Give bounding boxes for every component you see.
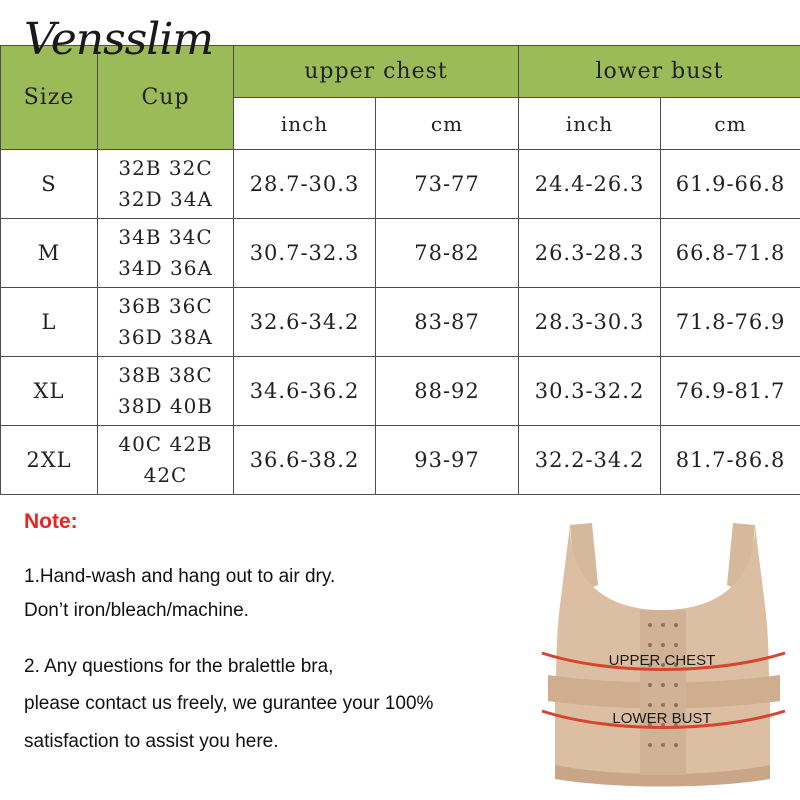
cup-cell [98, 150, 234, 219]
upper-cm-cell: 93-97 [376, 426, 519, 495]
unit-header: cm [661, 98, 800, 150]
lower-inch-cell: 32.2-34.2 [519, 426, 661, 495]
note-line: 1.Hand-wash and hang out to air dry. [24, 566, 336, 587]
upper-cm-cell: 78-82 [376, 219, 519, 288]
size-cell: L [1, 288, 98, 357]
table-row [1, 150, 800, 219]
cup-line: 36D 38A [118, 325, 213, 349]
lower-bust-header: lower bust [519, 46, 800, 98]
unit-header: cm [376, 98, 519, 150]
cup-cell [98, 426, 234, 495]
cup-cell [98, 357, 234, 426]
lower-cm-cell: 61.9-66.8 [661, 150, 800, 219]
size-header: Size [1, 46, 98, 150]
lower-inch-cell: 28.3-30.3 [519, 288, 661, 357]
upper-inch-cell: 32.6-34.2 [234, 288, 376, 357]
note-line: please contact us freely, we gurantee your 100% [24, 693, 434, 714]
cup-line: 38D 40B [118, 394, 213, 418]
cup-line: 34D 36A [118, 256, 213, 280]
size-cell: S [1, 150, 98, 219]
cup-line: 34B 34C [118, 225, 213, 249]
cup-line: 32D 34A [118, 187, 213, 211]
table-row [1, 357, 800, 426]
upper-cm-cell: 73-77 [376, 150, 519, 219]
lower-inch-cell: 26.3-28.3 [519, 219, 661, 288]
upper-chest-header: upper chest [234, 46, 519, 98]
note-line: satisfaction to assist you here. [24, 731, 279, 752]
table-row [1, 426, 800, 495]
size-cell: XL [1, 357, 98, 426]
lower-cm-cell: 71.8-76.9 [661, 288, 800, 357]
unit-header: inch [234, 98, 376, 150]
upper-cm-cell: 83-87 [376, 288, 519, 357]
bra-measurement-diagram [530, 515, 795, 795]
cup-line: 40C 42B [118, 432, 213, 456]
note-line: 2. Any questions for the bralettle bra, [24, 656, 334, 677]
size-cell: 2XL [1, 426, 98, 495]
cup-line: 32B 32C [118, 156, 213, 180]
table-row [1, 219, 800, 288]
lower-cm-cell: 66.8-71.8 [661, 219, 800, 288]
upper-cm-cell: 88-92 [376, 357, 519, 426]
upper-inch-cell: 36.6-38.2 [234, 426, 376, 495]
lower-cm-cell: 81.7-86.8 [661, 426, 800, 495]
cup-cell [98, 219, 234, 288]
size-chart-table [0, 45, 800, 495]
lower-cm-cell: 76.9-81.7 [661, 357, 800, 426]
unit-header: inch [519, 98, 661, 150]
upper-inch-cell: 28.7-30.3 [234, 150, 376, 219]
cup-line: 36B 36C [118, 294, 213, 318]
lower-inch-cell: 24.4-26.3 [519, 150, 661, 219]
cup-line: 38B 38C [118, 363, 213, 387]
upper-inch-cell: 34.6-36.2 [234, 357, 376, 426]
upper-inch-cell: 30.7-32.3 [234, 219, 376, 288]
cup-cell [98, 288, 234, 357]
cup-line: 42C [143, 463, 188, 487]
cup-header: Cup [98, 46, 234, 150]
note-title: Note: [24, 510, 78, 533]
lower-bust-label: LOWER BUST [612, 710, 712, 727]
brand-logo: Vensslim [24, 14, 214, 65]
size-cell: M [1, 219, 98, 288]
note-line: Don’t iron/bleach/machine. [24, 600, 249, 621]
lower-inch-cell: 30.3-32.2 [519, 357, 661, 426]
upper-chest-label: UPPER CHEST [608, 652, 716, 669]
table-row [1, 288, 800, 357]
